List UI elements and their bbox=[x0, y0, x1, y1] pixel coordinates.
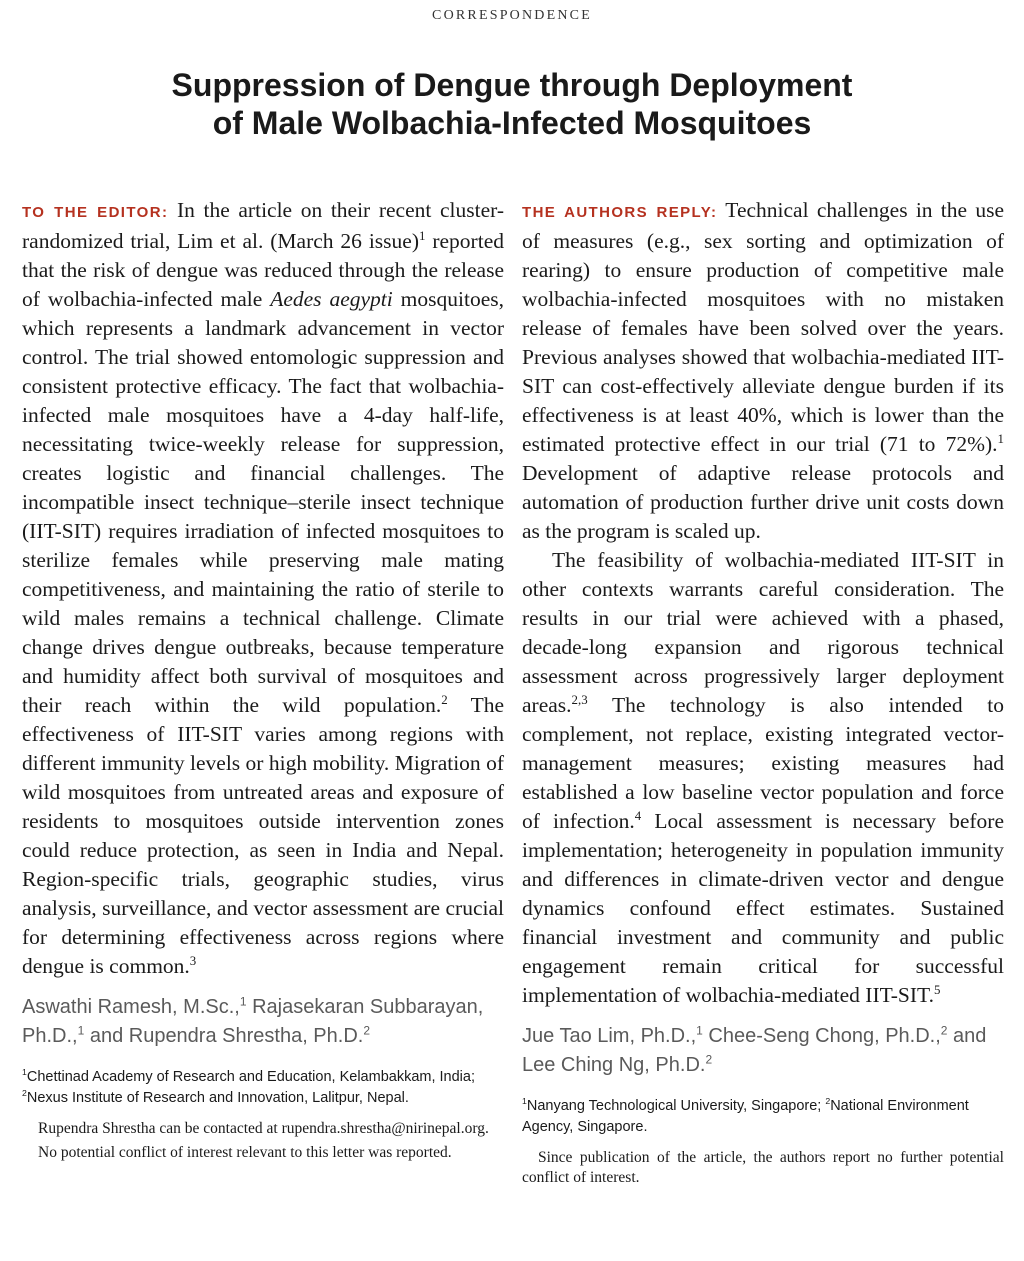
reply-paragraph-2 bbox=[522, 546, 1004, 1010]
reply-text: Local assessment is necessary before implementation; heterogeneity in population immunity and differences in climate-driven vector and dengue dynamics confound effect estimates. Sustained financial investment and community and public engagement remain critical for successful implementation of wolbachia-mediated IIT-SIT. bbox=[522, 809, 1004, 1007]
reply-text: Development of adaptive release protocols and automation of production further drive unit costs down as the program is scaled up. bbox=[522, 461, 1004, 543]
reference-marker: 3 bbox=[189, 953, 197, 968]
author-name: and Rupendra Shrestha, Ph.D. bbox=[84, 1025, 364, 1047]
letter-text: mosquitoes, which represents a landmark advancement in vector control. The trial showed entomologic suppression and consistent protective efficacy. The fact that wolbachia-infected male mosquitoes have a 4-day half-life, necessitating twice-weekly release for suppression, creates logistic and financial challenges. The incompatible insect technique–sterile insect technique (IIT-SIT) requires irradiation of infected mosquitoes to sterilize females while preserving male mating competitiveness, and maintaining the ratio of sterile to wild males remains a technical challenge. Climate change drives dengue outbreaks, because temperature and humidity affect both survival of mosquitoes and their reach within the wild population. bbox=[22, 287, 504, 717]
reply-text: The feasibility of wolbachia-mediated IIT-SIT in other contexts warrants careful consideration. The results in our trial were achieved with a phased, decade-long expansion and rigorous technical assessment across progressively larger deployment areas. bbox=[522, 548, 1004, 717]
reference-marker: 1 bbox=[997, 431, 1004, 446]
reply-authors bbox=[522, 1022, 1004, 1080]
affiliation-text: Chettinad Academy of Research and Education, Kelambakkam, India; bbox=[26, 1069, 475, 1085]
article-title bbox=[60, 66, 964, 142]
affiliation-number: 1 bbox=[522, 1096, 527, 1107]
reply-lead: THE AUTHORS REPLY: bbox=[522, 204, 718, 221]
letter-text: The effectiveness of IIT-SIT varies among regions with different immunity levels or high mobility. Migration of wild mosquitoes from untreated areas and exposure of residents to mosquitoes outside intervention zones could reduce protection, as seen in India and Nepal. Region-specific trials, geographic studies, virus analysis, surveillance, and vector assessment are crucial for determining effectiveness across regions where dengue is common. bbox=[22, 693, 504, 978]
affiliation-text: Nanyang Technological University, Singapore; bbox=[526, 1098, 826, 1114]
author-name: Rajasekaran Subbarayan, Ph.D., bbox=[22, 996, 484, 1047]
author-name: and Lee Ching Ng, Ph.D. bbox=[522, 1025, 987, 1076]
letter-lead: TO THE EDITOR: bbox=[22, 204, 169, 221]
affiliation-number: 2 bbox=[22, 1088, 27, 1099]
reply-text: Technical challenges in the use of measures (e.g., sex sorting and optimization of rearing) to ensure production of competitive male wolbachia-infected mosquitoes with no mistaken release of females have been solved over the years. Previous analyses showed that wolbachia-mediated IIT-SIT can cost-effectively alleviate dengue burden if its effectiveness is at least 40%, which is lower than the estimated protective effect in our trial (71 to 72%). bbox=[522, 198, 1004, 456]
affiliation-text: National Environment Agency, Singapore. bbox=[522, 1098, 969, 1135]
reference-marker: 2,3 bbox=[571, 692, 588, 707]
reply-conflict-note: Since publication of the article, the authors report no further potential conflict of interest. bbox=[522, 1149, 1004, 1186]
species-name: Aedes aegypti bbox=[270, 287, 393, 311]
reference-marker: 4 bbox=[634, 808, 642, 823]
author-name: Jue Tao Lim, Ph.D., bbox=[522, 1025, 697, 1047]
section-label: CORRESPONDENCE bbox=[432, 8, 592, 23]
affiliation-number: 2 bbox=[825, 1096, 831, 1107]
reference-marker: 1 bbox=[419, 228, 426, 243]
reference-marker: 5 bbox=[933, 982, 941, 997]
title-line-2: of Male Wolbachia-Infected Mosquitoes bbox=[212, 105, 812, 141]
letter-affiliations bbox=[22, 1067, 504, 1109]
author-affiliation-marker: 2 bbox=[363, 1023, 371, 1038]
author-affiliation-marker: 2 bbox=[940, 1023, 948, 1038]
author-affiliation-marker: 1 bbox=[77, 1023, 85, 1038]
reference-marker: 2 bbox=[441, 692, 448, 707]
author-name: Aswathi Ramesh, M.Sc., bbox=[22, 996, 240, 1018]
reply-affiliations bbox=[522, 1096, 1004, 1138]
reply-paragraph-1 bbox=[522, 196, 1004, 546]
reply-column bbox=[522, 196, 1004, 1188]
letter-authors bbox=[22, 993, 504, 1051]
letter-body bbox=[22, 196, 504, 981]
author-affiliation-marker: 1 bbox=[696, 1023, 703, 1038]
author-name: Chee-Seng Chong, Ph.D., bbox=[702, 1025, 941, 1047]
conflict-note: No potential conflict of interest relevant to this letter was reported. bbox=[38, 1144, 452, 1161]
letter-text: reported that the risk of dengue was reduced through the release of wolbachia-infected male bbox=[22, 229, 504, 311]
title-line-1: Suppression of Dengue through Deployment bbox=[171, 67, 853, 103]
author-affiliation-marker: 2 bbox=[705, 1052, 713, 1067]
letter-column bbox=[22, 196, 504, 1163]
reply-text: The technology is also intended to complement, not replace, existing integrated vector-management measures; existing measures had established a low baseline vector population and force of infection. bbox=[522, 693, 1004, 833]
contact-note: Rupendra Shrestha can be contacted at rupendra.shrestha@nirinepal.org. bbox=[38, 1120, 489, 1137]
affiliation-number: 1 bbox=[22, 1067, 27, 1078]
letter-text: In the article on their recent cluster-randomized trial, Lim et al. (March 26 issue) bbox=[22, 198, 504, 253]
affiliation-text: Nexus Institute of Research and Innovation, Lalitpur, Nepal. bbox=[26, 1090, 409, 1106]
author-affiliation-marker: 1 bbox=[239, 994, 247, 1009]
